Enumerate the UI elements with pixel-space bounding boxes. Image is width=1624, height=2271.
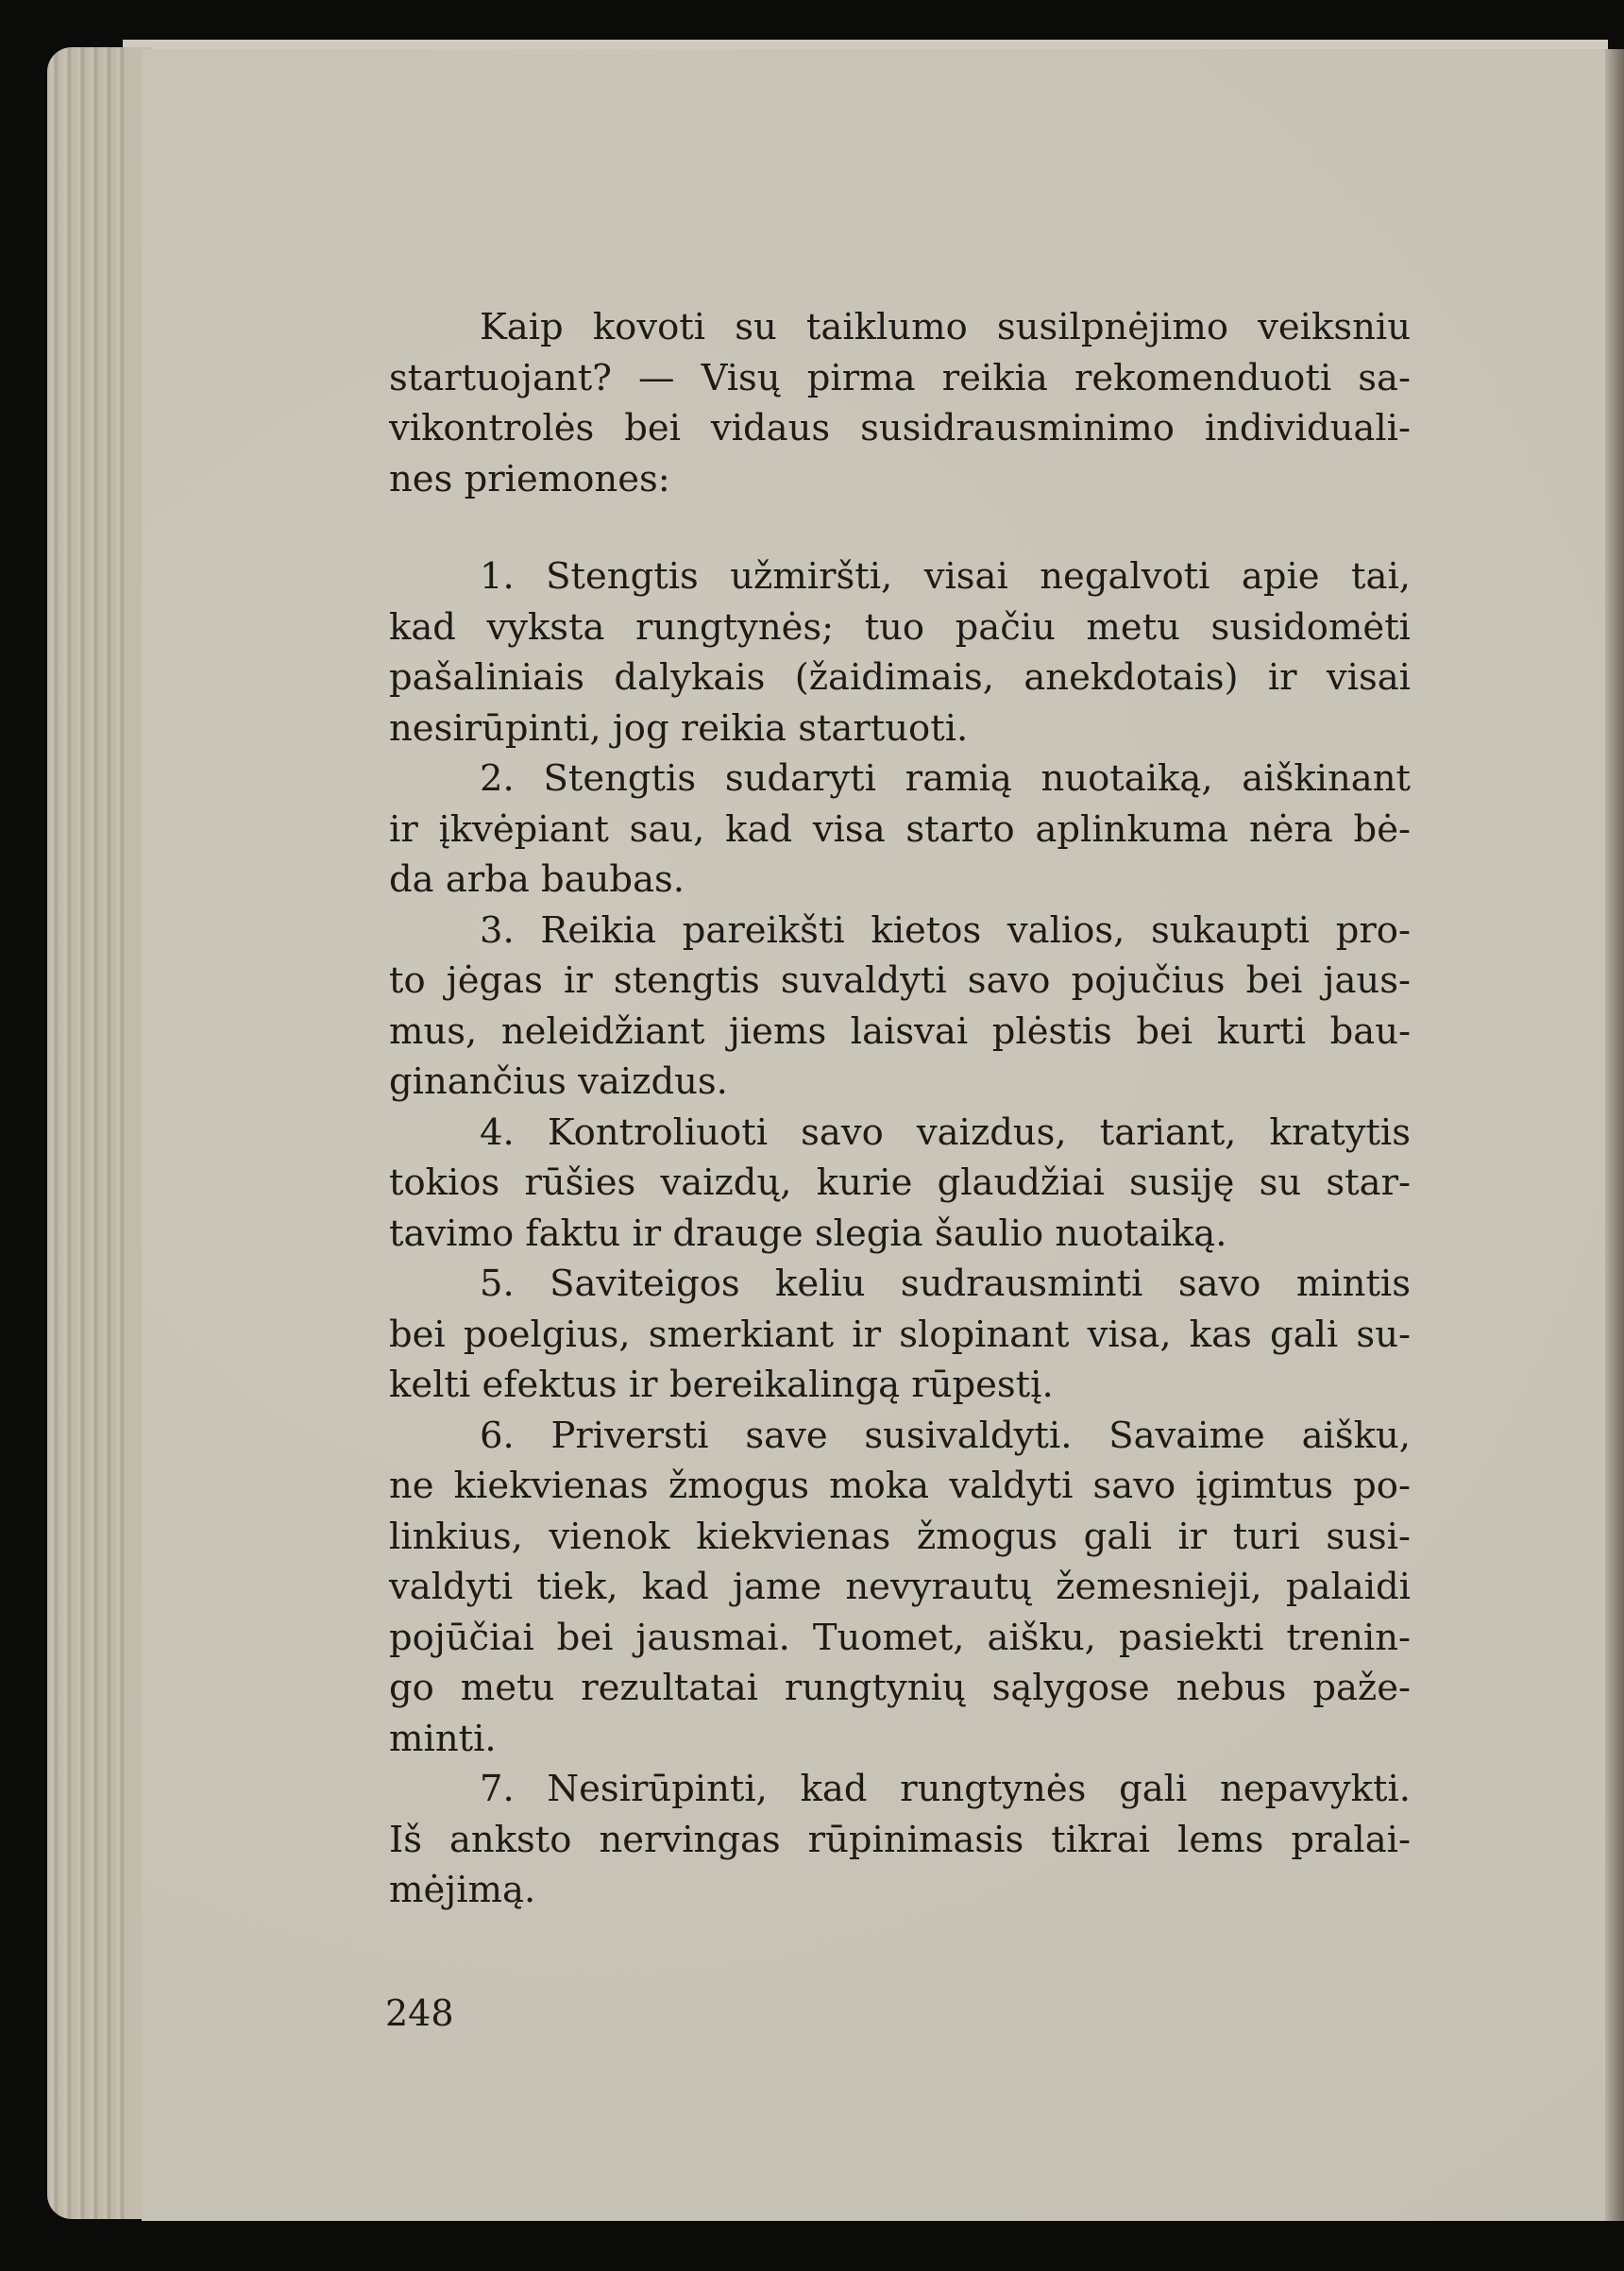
text-line: da arba baubas. — [389, 858, 685, 901]
text-line: minti. — [389, 1717, 497, 1760]
text-line: tokios rūšies vaizdų, kurie glaudžiai susiję su star- — [389, 1161, 1411, 1204]
text-line: bei poelgius, smerkiant ir slopinant visa, kas gali su- — [389, 1313, 1411, 1356]
text-line: to jėgas ir stengtis suvaldyti savo pojučius bei jaus- — [389, 959, 1411, 1002]
text-line: ginančius vaizdus. — [389, 1060, 728, 1103]
list-item — [389, 551, 1411, 754]
text-line: 6. Priversti save susivaldyti. Savaime aišku, — [480, 1414, 1411, 1457]
text-line: 3. Reikia pareikšti kietos valios, sukaupti pro- — [480, 908, 1411, 952]
text-line: ne kiekvienas žmogus moka valdyti savo įgimtus po- — [389, 1465, 1411, 1507]
text-line: kad vyksta rungtynės; tuo pačiu metu susidomėti — [389, 605, 1411, 649]
list-item — [389, 1411, 1411, 1765]
text-line: kelti efektus ir bereikalingą rūpestį. — [389, 1364, 1054, 1406]
list-item — [389, 1259, 1411, 1411]
list-item — [389, 754, 1411, 906]
text-line: nes priemones: — [389, 457, 670, 500]
page-text — [389, 302, 1411, 1916]
text-line: 7. Nesirūpinti, kad rungtynės gali nepavykti. — [480, 1768, 1411, 1810]
text-line: startuojant? — Visų pirma reikia rekomenduoti sa- — [389, 356, 1411, 399]
right-page-edge — [1605, 49, 1624, 2221]
text-line: nesirūpinti, jog reikia startuoti. — [389, 706, 969, 750]
list-item — [389, 906, 1411, 1108]
text-line: 5. Saviteigos keliu sudrausminti savo mintis — [480, 1263, 1411, 1305]
text-line: go metu rezultatai rungtynių sąlygose nebus paže- — [389, 1667, 1411, 1709]
text-line: mus, neleidžiant jiems laisvai plėstis bei kurti bau- — [389, 1009, 1411, 1053]
text-line: valdyti tiek, kad jame nevyrautų žemesnieji, palaidi — [389, 1566, 1411, 1608]
text-line: 2. Stengtis sudaryti ramią nuotaiką, aiškinant — [480, 757, 1411, 800]
text-line: Iš anksto nervingas rūpinimasis tikrai lems pralai- — [389, 1818, 1411, 1861]
text-line: pašaliniais dalykais (žaidimais, anekdotais) ir visai — [389, 656, 1411, 699]
text-line: Kaip kovoti su taiklumo susilpnėjimo veiksniu — [480, 306, 1411, 348]
text-line: tavimo faktu ir drauge slegia šaulio nuotaiką. — [389, 1212, 1227, 1255]
list-item — [389, 1764, 1411, 1916]
intro-paragraph — [389, 302, 1411, 504]
text-line: 4. Kontroliuoti savo vaizdus, tariant, kratytis — [480, 1110, 1411, 1154]
book-page-edges — [47, 47, 151, 2219]
page-number: 248 — [385, 1992, 454, 2034]
numbered-list — [389, 551, 1411, 1916]
list-item — [389, 1108, 1411, 1260]
text-line: ir įkvėpiant sau, kad visa starto aplinkuma nėra bė- — [389, 807, 1411, 851]
text-line: pojūčiai bei jausmai. Tuomet, aišku, pasiekti trenin- — [389, 1616, 1411, 1659]
text-line: vikontrolės bei vidaus susidrausminimo individuali- — [389, 407, 1411, 449]
text-line: linkius, vienok kiekvienas žmogus gali ir turi susi- — [389, 1515, 1411, 1558]
text-line: mėjimą. — [389, 1869, 536, 1911]
text-line: 1. Stengtis užmiršti, visai negalvoti apie tai, — [480, 555, 1411, 598]
